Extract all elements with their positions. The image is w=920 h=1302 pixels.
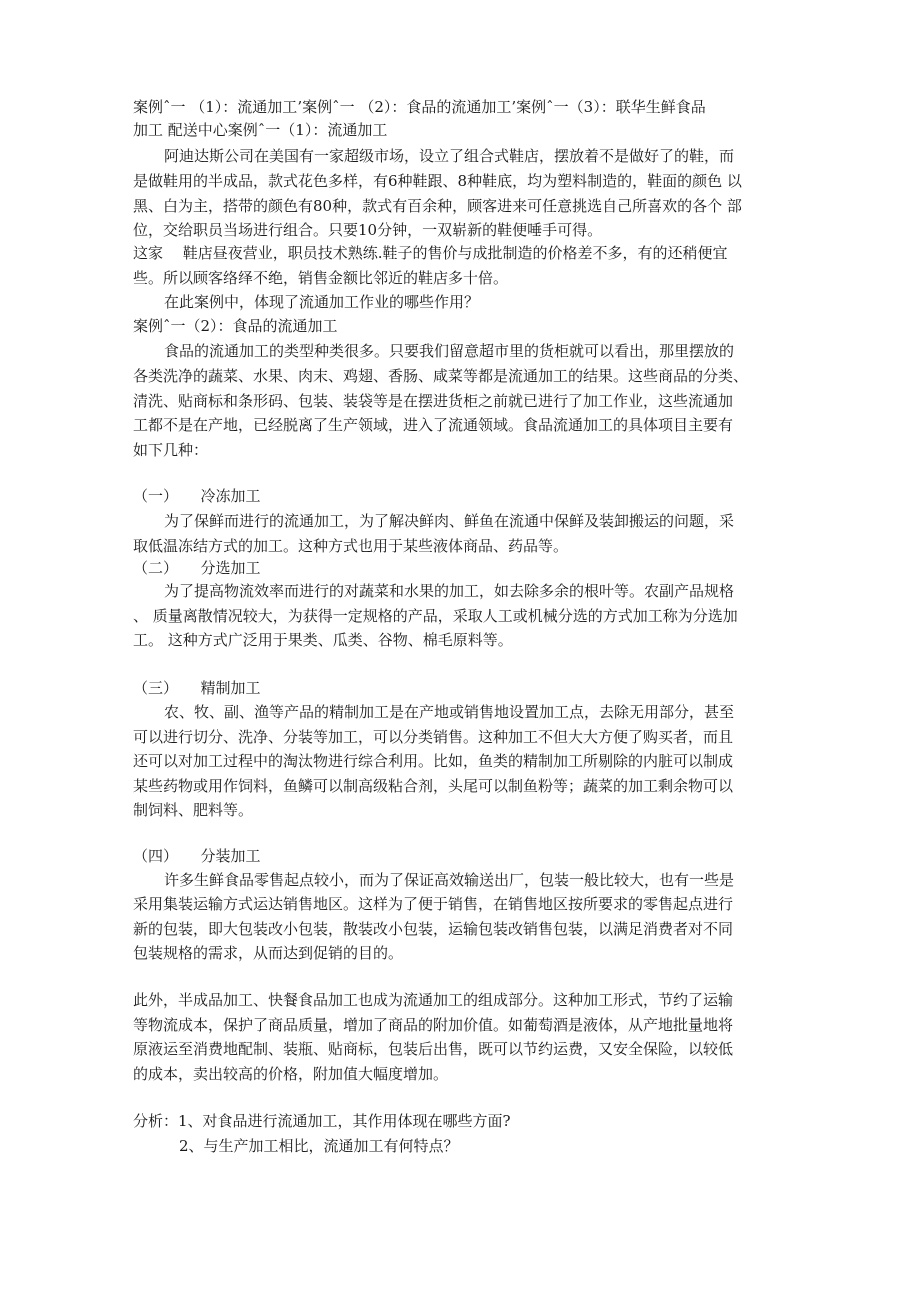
analysis-question: 2、与生产加工相比，流通加工有何特点？ <box>179 1137 459 1155</box>
text-line: 许多生鲜食品零售起点较小，而为了保证高效输送出厂，包装一般比较大，也有一些是 <box>164 871 735 889</box>
text-line: 、 质量离散情况较大，为获得一定规格的产品，采取人工或机械分选的方式加工称为分选加 <box>133 607 738 625</box>
text-line: 食品的流通加工的类型种类很多。只要我们留意超市里的货柜就可以看出，那里摆放的 <box>164 342 735 360</box>
text-line: 原液运至消费地配制、装瓶、贴商标，包装后出售，既可以节约运费，又安全保险，以较低 <box>133 1040 734 1058</box>
analysis-question: 分析：1、对食品进行流通加工，其作用体现在哪些方面? <box>133 1112 511 1130</box>
text-line: 如下几种： <box>133 441 209 459</box>
text-line: 加工 配送中心案例ˆ一（1）：流通加工 <box>133 121 388 139</box>
text-line: 可以进行切分、洗净、分装等加工，可以分类销售。这种加工不但大大方便了购买者，而且 <box>133 728 734 746</box>
text-line: 农、牧、副、渔等产品的精制加工是在产地或销售地设置加工点，去除无用部分，甚至 <box>164 703 735 721</box>
subsection-heading: （四） 分装加工 <box>133 847 261 865</box>
text-line: 这家 鞋店昼夜营业，职员技术熟练.鞋子的售价与成批制造的价格差不多，有的还稍便宜 <box>133 244 728 262</box>
text-line: 制饲料、肥料等。 <box>133 801 254 819</box>
text-line: 还可以对加工过程中的淘汰物进行综合利用。比如，鱼类的精制加工所剔除的内脏可以制成 <box>133 752 734 770</box>
text-line: 是做鞋用的半成品，款式花色多样，有6种鞋跟、8种鞋底，均为塑料制造的，鞋面的颜色 以 <box>133 172 742 190</box>
text-line: 清洗、贴商标和条形码、包装、装袋等是在摆进货柜之前就已进行了加工作业，这些流通加 <box>133 392 734 410</box>
text-line: 些。所以顾客络绎不绝，销售金额比邻近的鞋店多十倍。 <box>133 269 509 287</box>
text-line: 案例ˆ一 （1）：流通加工’案例ˆ一 （2）：食品的流通加工’案例ˆ一（3）：联华生鲜食品 <box>133 98 706 116</box>
text-line: 位，交给职员当场进行组合。只要10分钟，一双崭新的鞋便唾手可得。 <box>133 221 603 239</box>
subsection-heading: （二） 分选加工 <box>133 559 261 577</box>
text-line: 的成本，卖出较高的价格，附加值大幅度增加。 <box>133 1065 449 1083</box>
text-line: 某些药物或用作饲料，鱼鳞可以制高级粘合剂，头尾可以制鱼粉等；蔬菜的加工剩余物可以 <box>133 777 734 795</box>
text-line: 采用集装运输方式运达销售地区。这样为了便于销售，在销售地区按所要求的零售起点进行 <box>133 895 734 913</box>
text-line: 在此案例中，体现了流通加工作业的哪些作用？ <box>164 293 480 311</box>
text-line: 新的包装，即大包装改小包装，散装改小包装，运输包装改销售包装，以满足消费者对不同 <box>133 920 734 938</box>
text-line: 为了提高物流效率而进行的对蔬菜和水果的加工，如去除多余的根叶等。农副产品规格 <box>164 582 735 600</box>
text-line: 黑、白为主，搭带的颜色有80种，款式有百余种，顾客进来可任意挑选自己所喜欢的各个 部 <box>133 197 742 215</box>
subsection-heading: （一） 冷冻加工 <box>133 487 261 505</box>
text-line: 阿迪达斯公司在美国有一家超级市场，设立了组合式鞋店，摆放着不是做好了的鞋，而 <box>164 147 735 165</box>
text-line: 等物流成本，保护了商品质量，增加了商品的附加价值。如葡萄酒是液体，从产地批量地将 <box>133 1016 734 1034</box>
section-heading: 案例ˆ一（2）：食品的流通加工 <box>133 317 338 335</box>
text-line: 取低温冻结方式的加工。这种方式也用于某些液体商品、药品等。 <box>133 537 569 555</box>
text-line: 为了保鲜而进行的流通加工，为了解决鲜肉、鲜鱼在流通中保鲜及装卸搬运的问题，采 <box>164 512 735 530</box>
text-line: 工。 这种方式广泛用于果类、瓜类、谷物、棉毛原料等。 <box>133 631 513 649</box>
text-line: 此外，半成品加工、快餐食品加工也成为流通加工的组成部分。这种加工形式，节约了运输 <box>133 991 734 1009</box>
text-line: 各类洗净的蔬菜、水果、肉末、鸡翅、香肠、咸菜等都是流通加工的结果。这些商品的分类、 <box>133 367 749 385</box>
subsection-heading: （三） 精制加工 <box>133 679 261 697</box>
text-line: 包装规格的需求，从而达到促销的目的。 <box>133 944 404 962</box>
text-line: 工都不是在产地，已经脱离了生产领域，进入了流通领域。食品流通加工的具体项目主要有 <box>133 416 734 434</box>
